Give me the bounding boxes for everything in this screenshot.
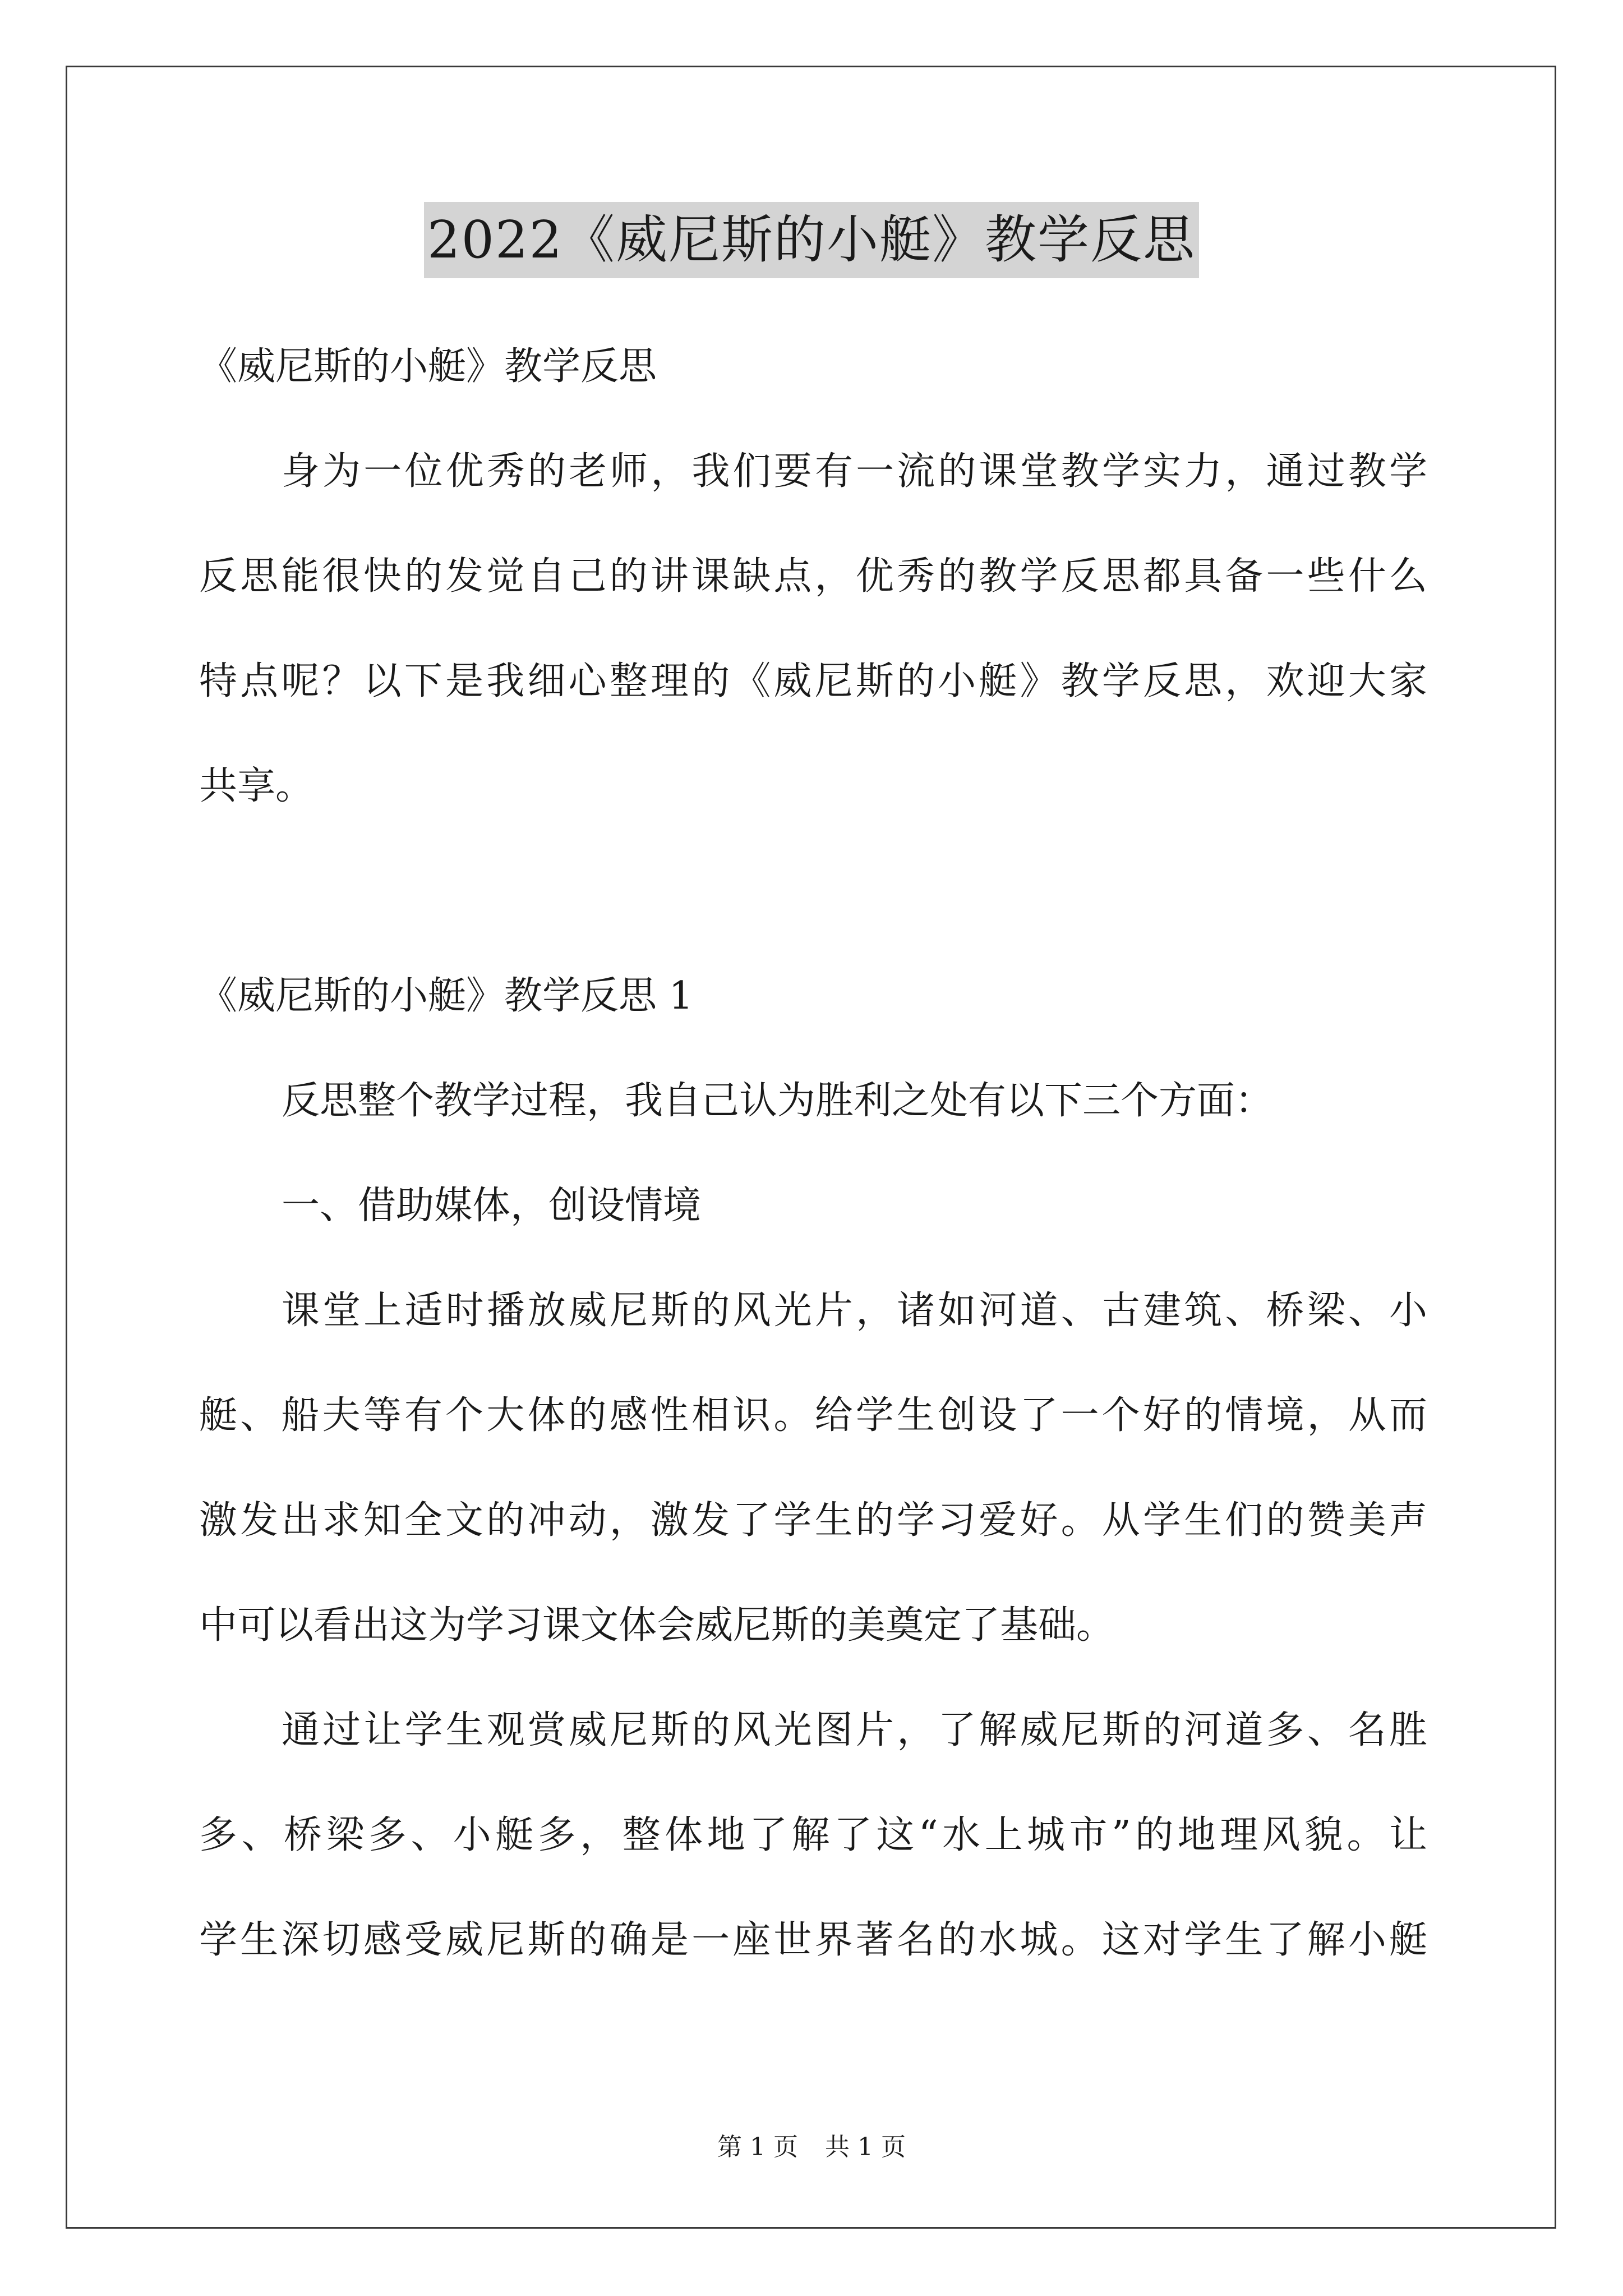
intro-line-3: 特点呢？以下是我细心整理的《威尼斯的小艇》教学反思，欢迎大家 [199,659,1427,703]
paragraph1-line-4: 中可以看出这为学习课文体会威尼斯的美奠定了基础。 [199,1603,1115,1648]
section-heading: 《威尼斯的小艇》教学反思 1 [199,974,693,1018]
document-body [199,314,1427,1993]
page-footer [0,2131,1623,2164]
section-intro: 反思整个教学过程，我自己认为胜利之处有以下三个方面： [282,1079,1274,1123]
paragraph-gap [199,839,1427,944]
paragraph2-line-1: 通过让学生观赏威尼斯的风光图片，了解威尼斯的河道多、名胜 [282,1708,1427,1752]
intro-line-1: 身为一位优秀的老师，我们要有一流的课堂教学实力，通过教学 [282,449,1427,494]
paragraph2-line-2: 多、桥梁多、小艇多，整体地了解了这“水上城市”的地理风貌。让 [199,1813,1427,1857]
paragraph1-line-1: 课堂上适时播放威尼斯的风光片，诸如河道、古建筑、桥梁、小 [282,1289,1427,1333]
page-number: 第 1 页 [717,2133,798,2161]
paragraph2-line-3: 学生深切感受威尼斯的确是一座世界著名的水城。这对学生了解小艇 [199,1918,1427,1962]
intro-line-4: 共享。 [199,764,314,808]
subtitle: 《威尼斯的小艇》教学反思 [199,344,657,389]
page-total: 共 1 页 [825,2133,906,2161]
intro-line-2: 反思能很快的发觉自己的讲课缺点，优秀的教学反思都具备一些什么 [199,554,1427,599]
document-title: 2022《威尼斯的小艇》教学反思 [424,202,1199,278]
paragraph1-line-3: 激发出求知全文的冲动，激发了学生的学习爱好。从学生们的赞美声 [199,1498,1427,1543]
title-area [0,202,1623,278]
point-heading: 一、借助媒体，创设情境 [282,1184,702,1228]
paragraph1-line-2: 艇、船夫等有个大体的感性相识。给学生创设了一个好的情境，从而 [199,1393,1427,1438]
